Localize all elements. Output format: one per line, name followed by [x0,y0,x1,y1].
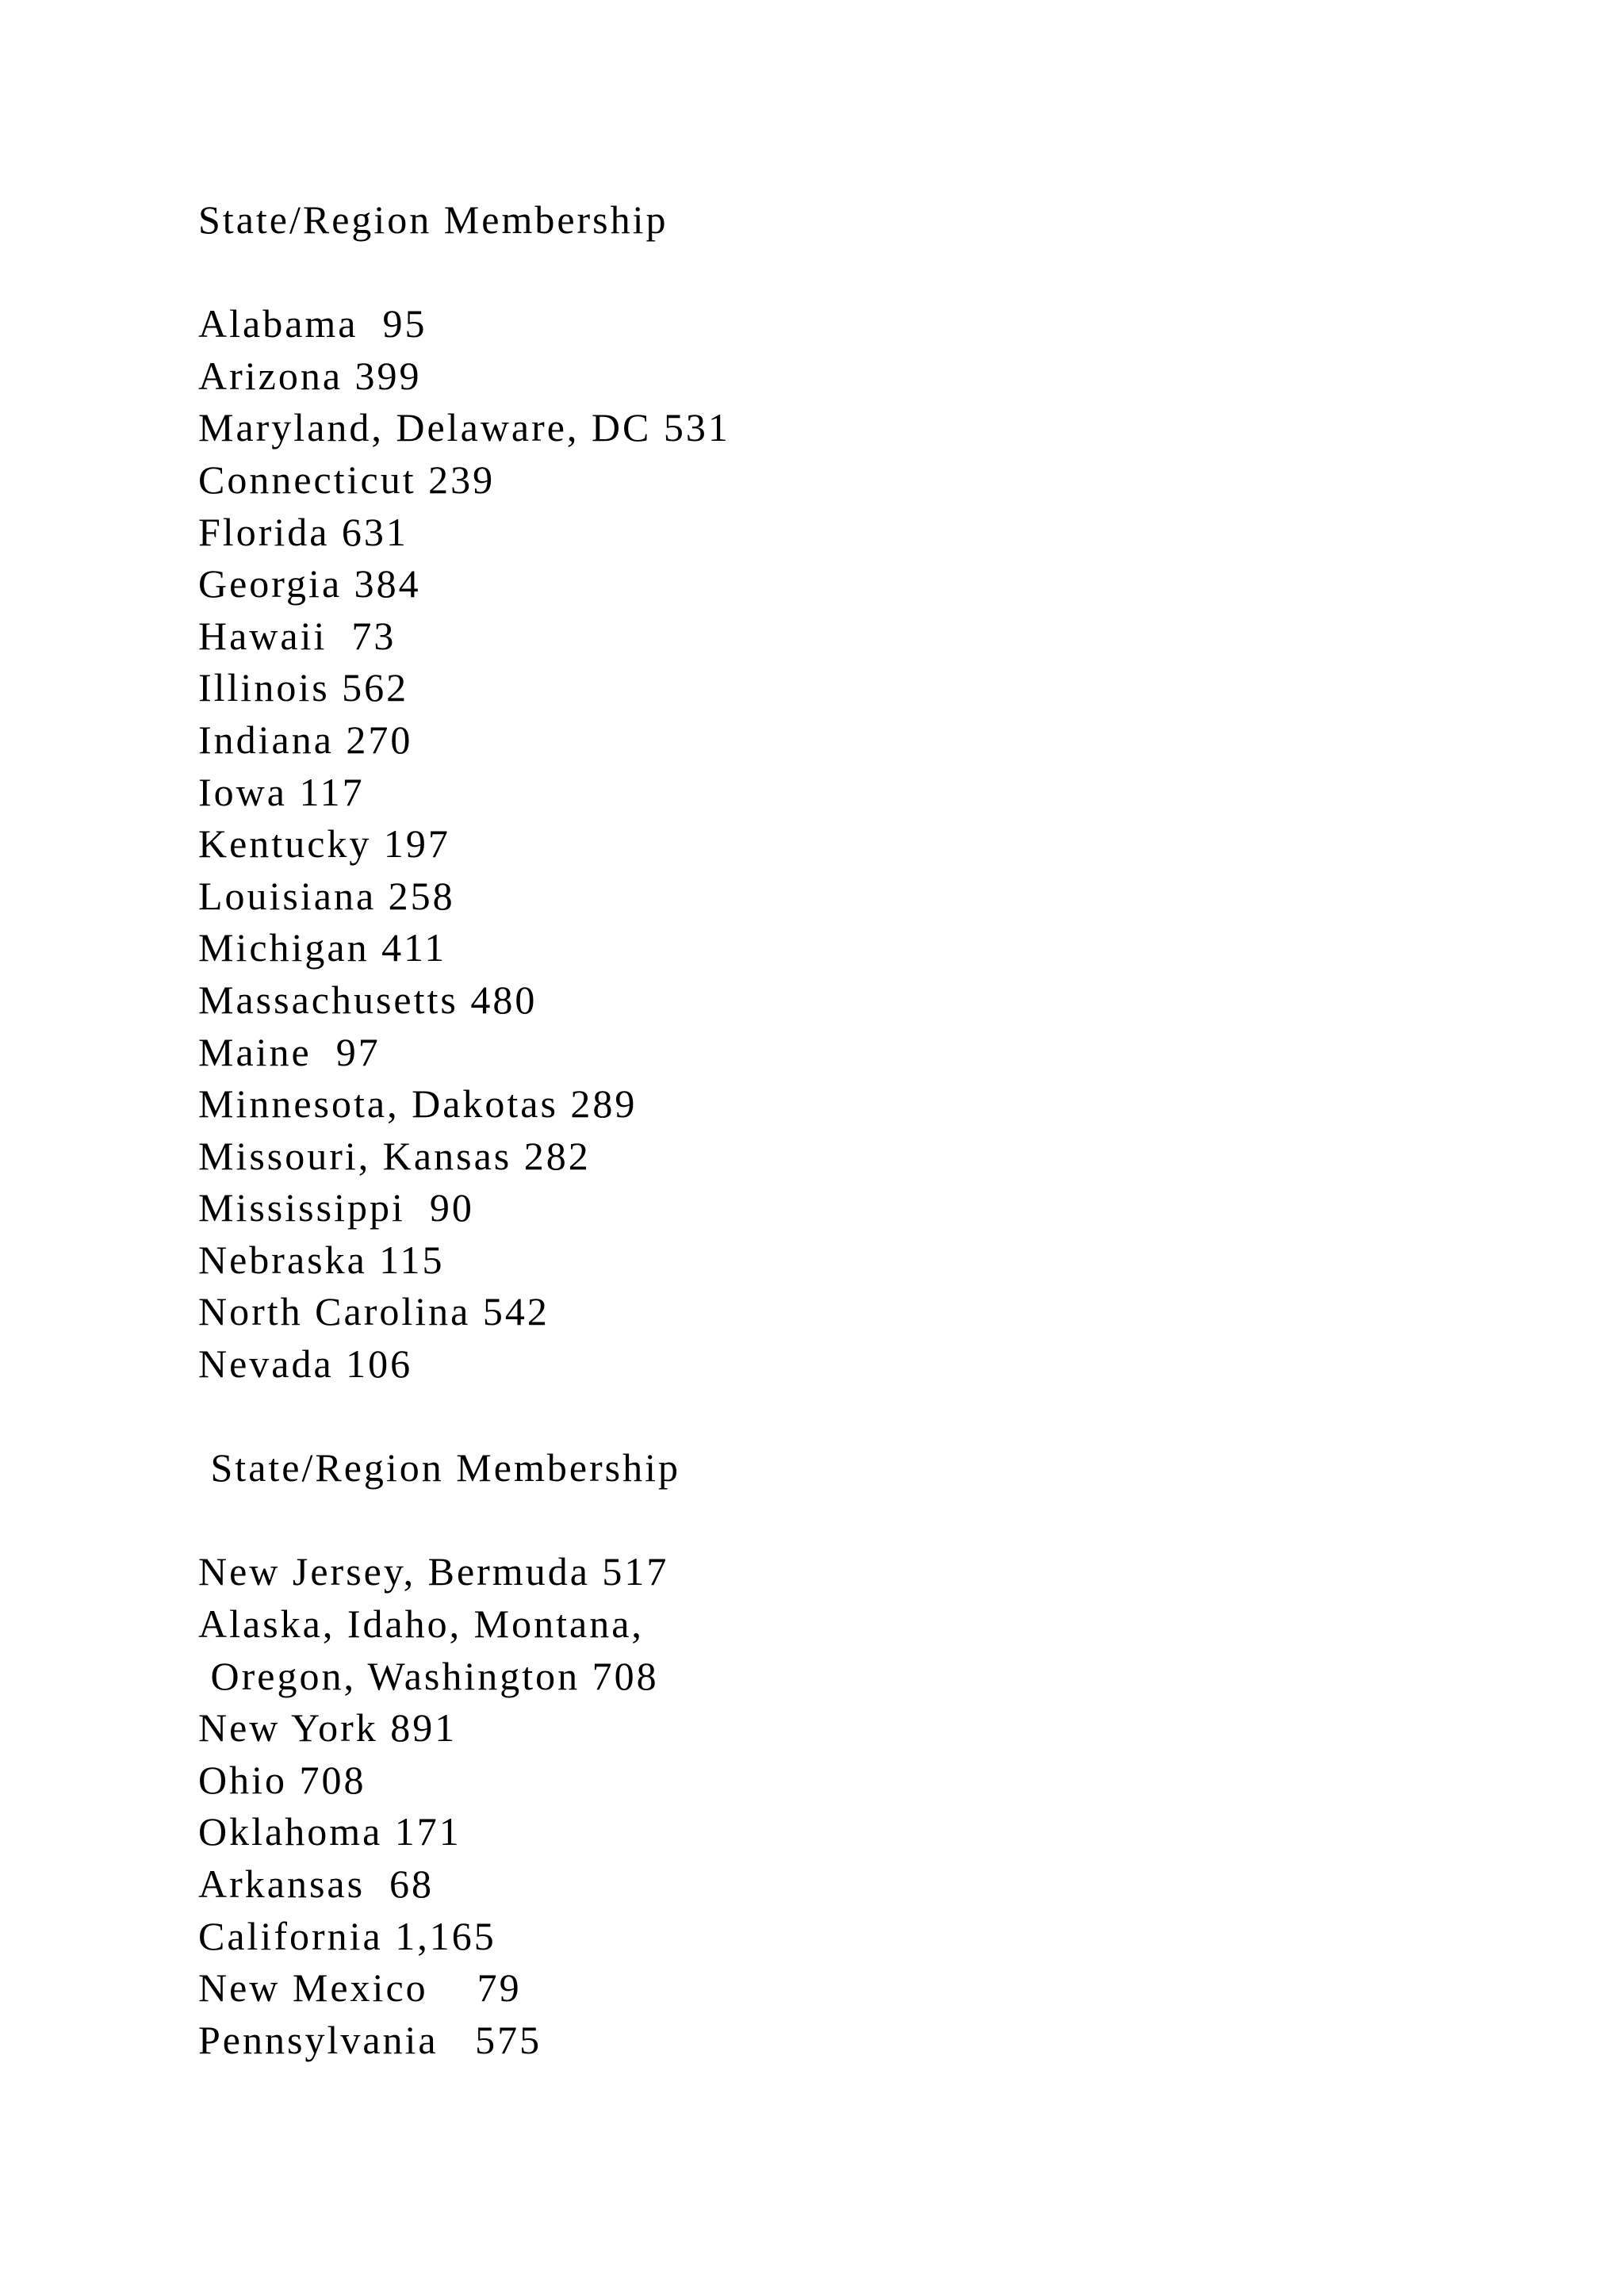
list-item: Connecticut 239 [198,457,496,502]
list-item: Kentucky 197 [198,821,450,867]
list-item: Georgia 384 [198,561,421,607]
list-item: Missouri, Kansas 282 [198,1133,591,1178]
list-item: Maine 97 [198,1029,381,1074]
list-item: Nebraska 115 [198,1237,445,1282]
list-item: Oregon, Washington 708 [198,1653,659,1698]
list-item: Mississippi 90 [198,1185,474,1230]
list-item: Alabama 95 [198,301,427,346]
list-item: Pennsylvania 575 [198,2017,542,2062]
list-item: Oklahoma 171 [198,1809,462,1854]
document-page [198,194,1546,2066]
list-item: New York 891 [198,1705,458,1751]
list-item: Alaska, Idaho, Montana, [198,1601,644,1647]
list-item: Ohio 708 [198,1757,366,1802]
list-item: Hawaii 73 [198,613,396,658]
list-item: Massachusetts 480 [198,977,538,1022]
list-item: Minnesota, Dakotas 289 [198,1081,638,1127]
list-item: Nevada 106 [198,1341,413,1387]
blank-line [198,1494,1546,1547]
list-item: Louisiana 258 [198,873,455,918]
section-heading: State/Region Membership [198,1445,681,1490]
list-item: Florida 631 [198,509,408,554]
list-item: New Mexico 79 [198,1965,522,2011]
list-item: North Carolina 542 [198,1289,550,1334]
list-item: Iowa 117 [198,769,365,814]
membership-list [198,298,1546,1390]
list-item: Illinois 562 [198,665,409,710]
section-heading: State/Region Membership [198,197,668,242]
blank-line [198,1391,1546,1443]
list-item: Arizona 399 [198,353,422,398]
blank-line [198,247,1546,299]
list-item: New Jersey, Bermuda 517 [198,1549,669,1594]
membership-list [198,1546,1546,2066]
list-item: Maryland, Delaware, DC 531 [198,405,730,450]
list-item: California 1,165 [198,1913,496,1958]
list-item: Indiana 270 [198,717,413,762]
list-item: Michigan 411 [198,925,447,970]
list-item: Arkansas 68 [198,1862,435,1906]
